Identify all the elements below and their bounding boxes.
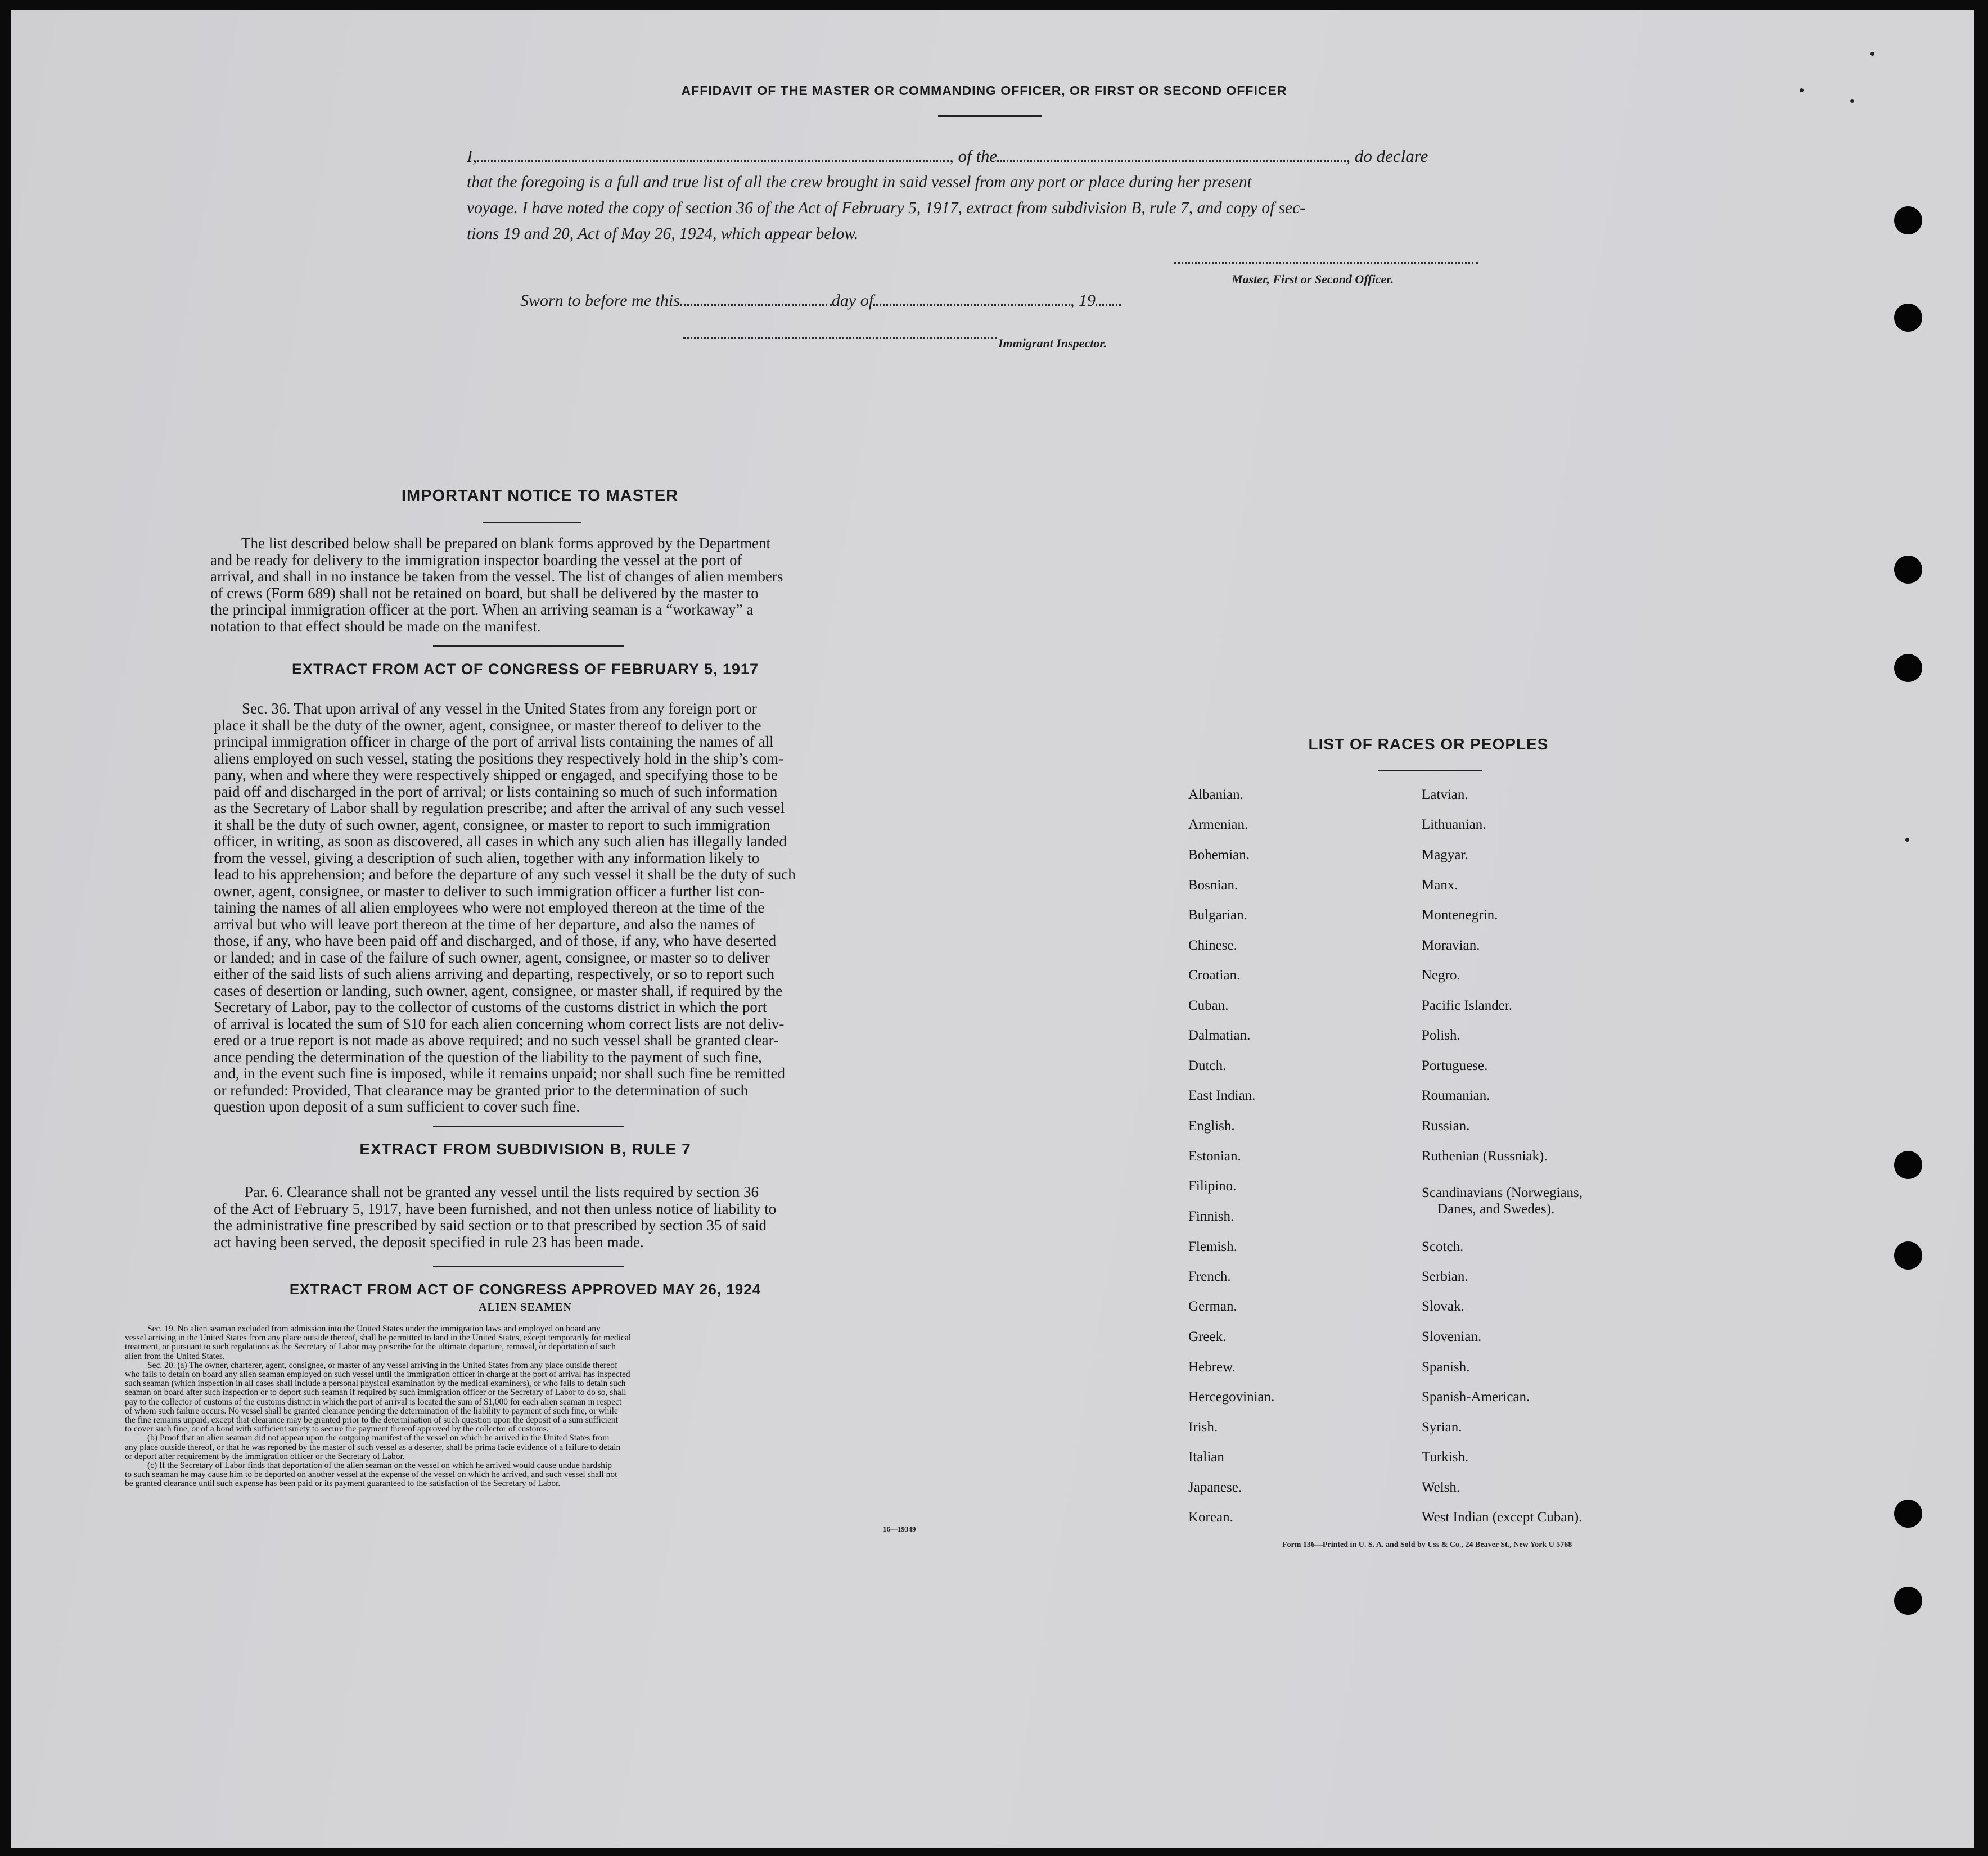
race-item: Scandinavians (Norwegians, xyxy=(1422,1185,1583,1200)
race-item: Danes, and Swedes). xyxy=(1437,1202,1555,1217)
rule7-title: EXTRACT FROM SUBDIVISION B, RULE 7 xyxy=(359,1140,691,1158)
race-item: Spanish. xyxy=(1422,1360,1470,1375)
notice-text: The list described below shall be prepared on blank forms approved by the Department and be ready for delivery to the immigration inspector boarding the vessel at the port of arrival, and shall in no instance be taken from the vessel. The list of changes of alien members of crews (Form 689) shall not be retained on board, but shall be delivered by the master to the principal immigration officer at the port. When an arriving seaman is a “workaway” a notation to that effect should be made on the manifest. xyxy=(210,535,783,635)
name-blank[interactable] xyxy=(477,160,949,162)
affidavit-body xyxy=(467,143,1518,247)
affidavit-title: AFFIDAVIT OF THE MASTER OR COMMANDING OFFICER, OR FIRST OR SECOND OFFICER xyxy=(681,83,1287,98)
alien-seamen-subtitle: ALIEN SEAMEN xyxy=(479,1301,572,1313)
race-item: Lithuanian. xyxy=(1422,817,1486,832)
rule7-text: Par. 6. Clearance shall not be granted any vessel until the lists required by section 36 of the Act of February 5, 1917, have been furnished, and not then unless notice of liability to the administrative fine prescribed by said section or to that prescribed by section 35 of said act having been served, the deposit specified in rule 23 has been made. xyxy=(214,1184,777,1250)
notice-title: IMPORTANT NOTICE TO MASTER xyxy=(401,487,679,505)
race-item: Filipino. xyxy=(1188,1178,1237,1194)
race-item: German. xyxy=(1188,1299,1237,1314)
extract-1917-text: Sec. 36. That upon arrival of any vessel in the United States from any foreign port or place it shall be the duty of the owner, agent, consignee, or master thereof to deliver to the principal immigration officer in charge of the port of arrival lists containing the names of all aliens employed on such vessel, stating the positions they respectively hold in the ship’s com- pany, when and where they were respectively shipped or engaged, and specifying those to be paid off and discharged in the port of arrival; or lists containing so much of such information as the Secretary of Labor shall by regulation prescribe; and after the arrival of any such vessel it shall be the duty of such owner, agent, consignee, or master to report to such immigration officer, in writing, as soon as discovered, all cases in which any such alien has illegally landed from the vessel, giving a description of such alien, together with any information likely to lead to his apprehension; and before the departure of any such vessel it shall be the duty of such owner, agent, consignee, or master to deliver to such immigration officer a further list con- taining the names of all alien employees who were not employed thereon at the time of the arrival but who will leave port thereon at the time of her departure, and also the names of those, if any, who have been paid off and discharged, and of those, if any, who have deserted or landed; and in case of the failure of such owner, agent, consignee, or master so to deliver either of the said lists of such aliens arriving and departing, respectively, or so to report such cases of desertion or landing, such owner, agent, consignee, or master shall, if required by the Secretary of Labor, pay to the collector of customs of the customs district in which the port of arrival is located the sum of $10 for each alien concerning whom correct lists are not deliv- ered or a true report is not made as above required; and no such vessel shall be granted clear- ance pending the determination of the question of the liability to the payment of such fine, and, in the event such fine is imposed, while it remains unpaid; nor shall such fine be remitted or refunded: Provided, That clearance may be granted prior to the determination of such question upon deposit of a sum sufficient to cover such fine. xyxy=(214,700,796,1115)
race-item: Bohemian. xyxy=(1188,847,1250,862)
printer-footer: Form 136—Printed in U. S. A. and Sold by Uss & Co., 24 Beaver St., New York U 5768 xyxy=(1282,1541,1572,1549)
race-item: Welsh. xyxy=(1422,1480,1460,1495)
race-item: Chinese. xyxy=(1188,938,1237,953)
race-item: Finnish. xyxy=(1188,1209,1234,1224)
race-item: Croatian. xyxy=(1188,968,1241,983)
race-item: Dutch. xyxy=(1188,1058,1227,1073)
race-item: Slovenian. xyxy=(1422,1329,1482,1344)
sworn-year-blank[interactable] xyxy=(1096,304,1121,306)
form-number: 16—19349 xyxy=(883,1525,916,1533)
binder-hole xyxy=(1894,206,1922,234)
affidavit-line-3: voyage. I have noted the copy of section 36 of the Act of February 5, 1917, extract from subdivision B, rule 7, and copy of sec- xyxy=(467,199,1306,217)
title-underline xyxy=(938,115,1042,117)
sworn-line: Sworn to before me this day of , 19 xyxy=(520,291,1121,310)
master-signature-line[interactable] xyxy=(1174,262,1478,264)
race-item: Turkish. xyxy=(1422,1449,1469,1465)
section-divider xyxy=(433,1266,624,1267)
extract-1924-title: EXTRACT FROM ACT OF CONGRESS APPROVED MAY 26, 1924 xyxy=(289,1281,761,1298)
race-item: Latvian. xyxy=(1422,787,1468,802)
paper-speck xyxy=(1905,838,1909,842)
race-item: Magyar. xyxy=(1422,847,1468,862)
binder-hole xyxy=(1894,1587,1922,1615)
race-item: Estonian. xyxy=(1188,1149,1241,1164)
binder-hole xyxy=(1894,304,1922,332)
vessel-blank[interactable] xyxy=(997,160,1346,162)
race-item: Albanian. xyxy=(1188,787,1243,802)
race-item: Montenegrin. xyxy=(1422,907,1498,923)
race-item: Japanese. xyxy=(1188,1480,1242,1495)
race-item: Negro. xyxy=(1422,968,1460,983)
race-item: Moravian. xyxy=(1422,938,1480,953)
section-divider xyxy=(433,1126,624,1127)
race-item: Slovak. xyxy=(1422,1299,1464,1314)
race-item: French. xyxy=(1188,1269,1231,1284)
affidavit-line-2: that the foregoing is a full and true list of all the crew brought in said vessel from any port or place during her present xyxy=(467,173,1252,191)
binder-hole xyxy=(1894,1241,1922,1270)
race-item: Serbian. xyxy=(1422,1269,1468,1284)
paper-speck xyxy=(1870,52,1874,56)
affidavit-line-4: tions 19 and 20, Act of May 26, 1924, which appear below. xyxy=(467,225,859,243)
race-item: English. xyxy=(1188,1118,1235,1134)
race-item: Hebrew. xyxy=(1188,1360,1236,1375)
race-item: Armenian. xyxy=(1188,817,1248,832)
affidavit-line-1: I, , of the , do declare xyxy=(467,146,1428,166)
race-item: Dalmatian. xyxy=(1188,1028,1251,1043)
race-item: Irish. xyxy=(1188,1420,1218,1435)
race-item: Hercegovinian. xyxy=(1188,1389,1275,1405)
race-item: Portuguese. xyxy=(1422,1058,1488,1073)
race-item: Bosnian. xyxy=(1188,878,1238,893)
binder-hole xyxy=(1894,654,1922,682)
race-item: Roumanian. xyxy=(1422,1088,1490,1103)
paper-speck xyxy=(1850,99,1854,103)
race-item: Bulgarian. xyxy=(1188,907,1247,923)
race-item: Flemish. xyxy=(1188,1239,1237,1254)
race-item: Pacific Islander. xyxy=(1422,998,1513,1013)
race-item: Italian xyxy=(1188,1449,1224,1465)
race-item: Polish. xyxy=(1422,1028,1460,1043)
inspector-signature-line[interactable] xyxy=(683,337,997,339)
race-item: West Indian (except Cuban). xyxy=(1422,1510,1583,1525)
binder-hole xyxy=(1894,1151,1922,1179)
extract-1924-text: Sec. 19. No alien seaman excluded from admission into the United States under the immigration laws and employed on board any vessel arriving in the United States from any place outside thereof, shall be permitted to land in the United States, except temporarily for medical treatment, or pursuant to such regulations as the Secretary of Labor may prescribe for the ultimate departure, removal, or deportation of such alien from the United States. Sec. 20. (a) The owner, charterer, agent, consignee, or master of any vessel arriving in the United States from any place outside thereof who fails to detain on board any alien seaman employed on such vessel until the immigration officer in charge at the port of arrival has inspected such seaman (which inspection in all cases shall include a personal physical examination by the medical examiners), or who fails to detain such seaman on board after such inspection or to deport such seaman if required by such immigration officer or the Secretary of Labor to do so, shall pay to the collector of customs of the customs district in which the port of arrival is located the sum of $1,000 for each alien seaman in respect of whom such failure occurs. No vessel shall be granted clearance pending the determination of the liability to payment of such fine, or while the fine remains unpaid, except that clearance may be granted prior to the determination of such question upon the deposit of a sum sufficient to cover such fine, or of a bond with sufficient surety to secure the payment thereof approved by the collector of customs. (b) Proof that an alien seaman did not appear upon the outgoing manifest of the vessel on which he arrived in the United States from any place outside thereof, or that he was reported by the master of such vessel as a deserter, shall be prima facie evidence of a failure to detain or deport after requirement by the immigration officer or the Secretary of Labor. (c) If the Secretary of Labor finds that deportation of the alien seaman on the vessel on which he arrived would cause undue hardship to such seaman he may cause him to be deported on another vessel at the expense of the vessel on which he arrived, and such vessel shall not be granted clearance until such expense has been paid or its payment guaranteed to the satisfaction of the Secretary of Labor. xyxy=(125,1324,632,1489)
race-item: Russian. xyxy=(1422,1118,1470,1134)
notice-underline xyxy=(483,522,581,523)
binder-hole xyxy=(1894,556,1922,584)
race-item: Manx. xyxy=(1422,878,1458,893)
section-divider xyxy=(433,645,624,647)
binder-hole xyxy=(1894,1500,1922,1528)
race-item: Cuban. xyxy=(1188,998,1229,1013)
extract-1917-title: EXTRACT FROM ACT OF CONGRESS OF FEBRUARY 5, 1917 xyxy=(291,661,759,678)
race-item: Spanish-American. xyxy=(1422,1389,1530,1405)
inspector-label: Immigrant Inspector. xyxy=(998,336,1107,350)
race-item: Ruthenian (Russniak). xyxy=(1422,1149,1548,1164)
race-item: Korean. xyxy=(1188,1510,1233,1525)
sworn-day-blank[interactable] xyxy=(680,304,832,306)
paper-speck xyxy=(1800,88,1804,92)
races-title: LIST OF RACES OR PEOPLES xyxy=(1308,735,1549,753)
master-signature-label: Master, First or Second Officer. xyxy=(1232,272,1394,286)
race-item: Scotch. xyxy=(1422,1239,1464,1254)
race-item: Syrian. xyxy=(1422,1420,1462,1435)
races-underline xyxy=(1378,770,1482,771)
race-item: East Indian. xyxy=(1188,1088,1256,1103)
sworn-month-blank[interactable] xyxy=(873,304,1070,306)
race-item: Greek. xyxy=(1188,1329,1227,1344)
